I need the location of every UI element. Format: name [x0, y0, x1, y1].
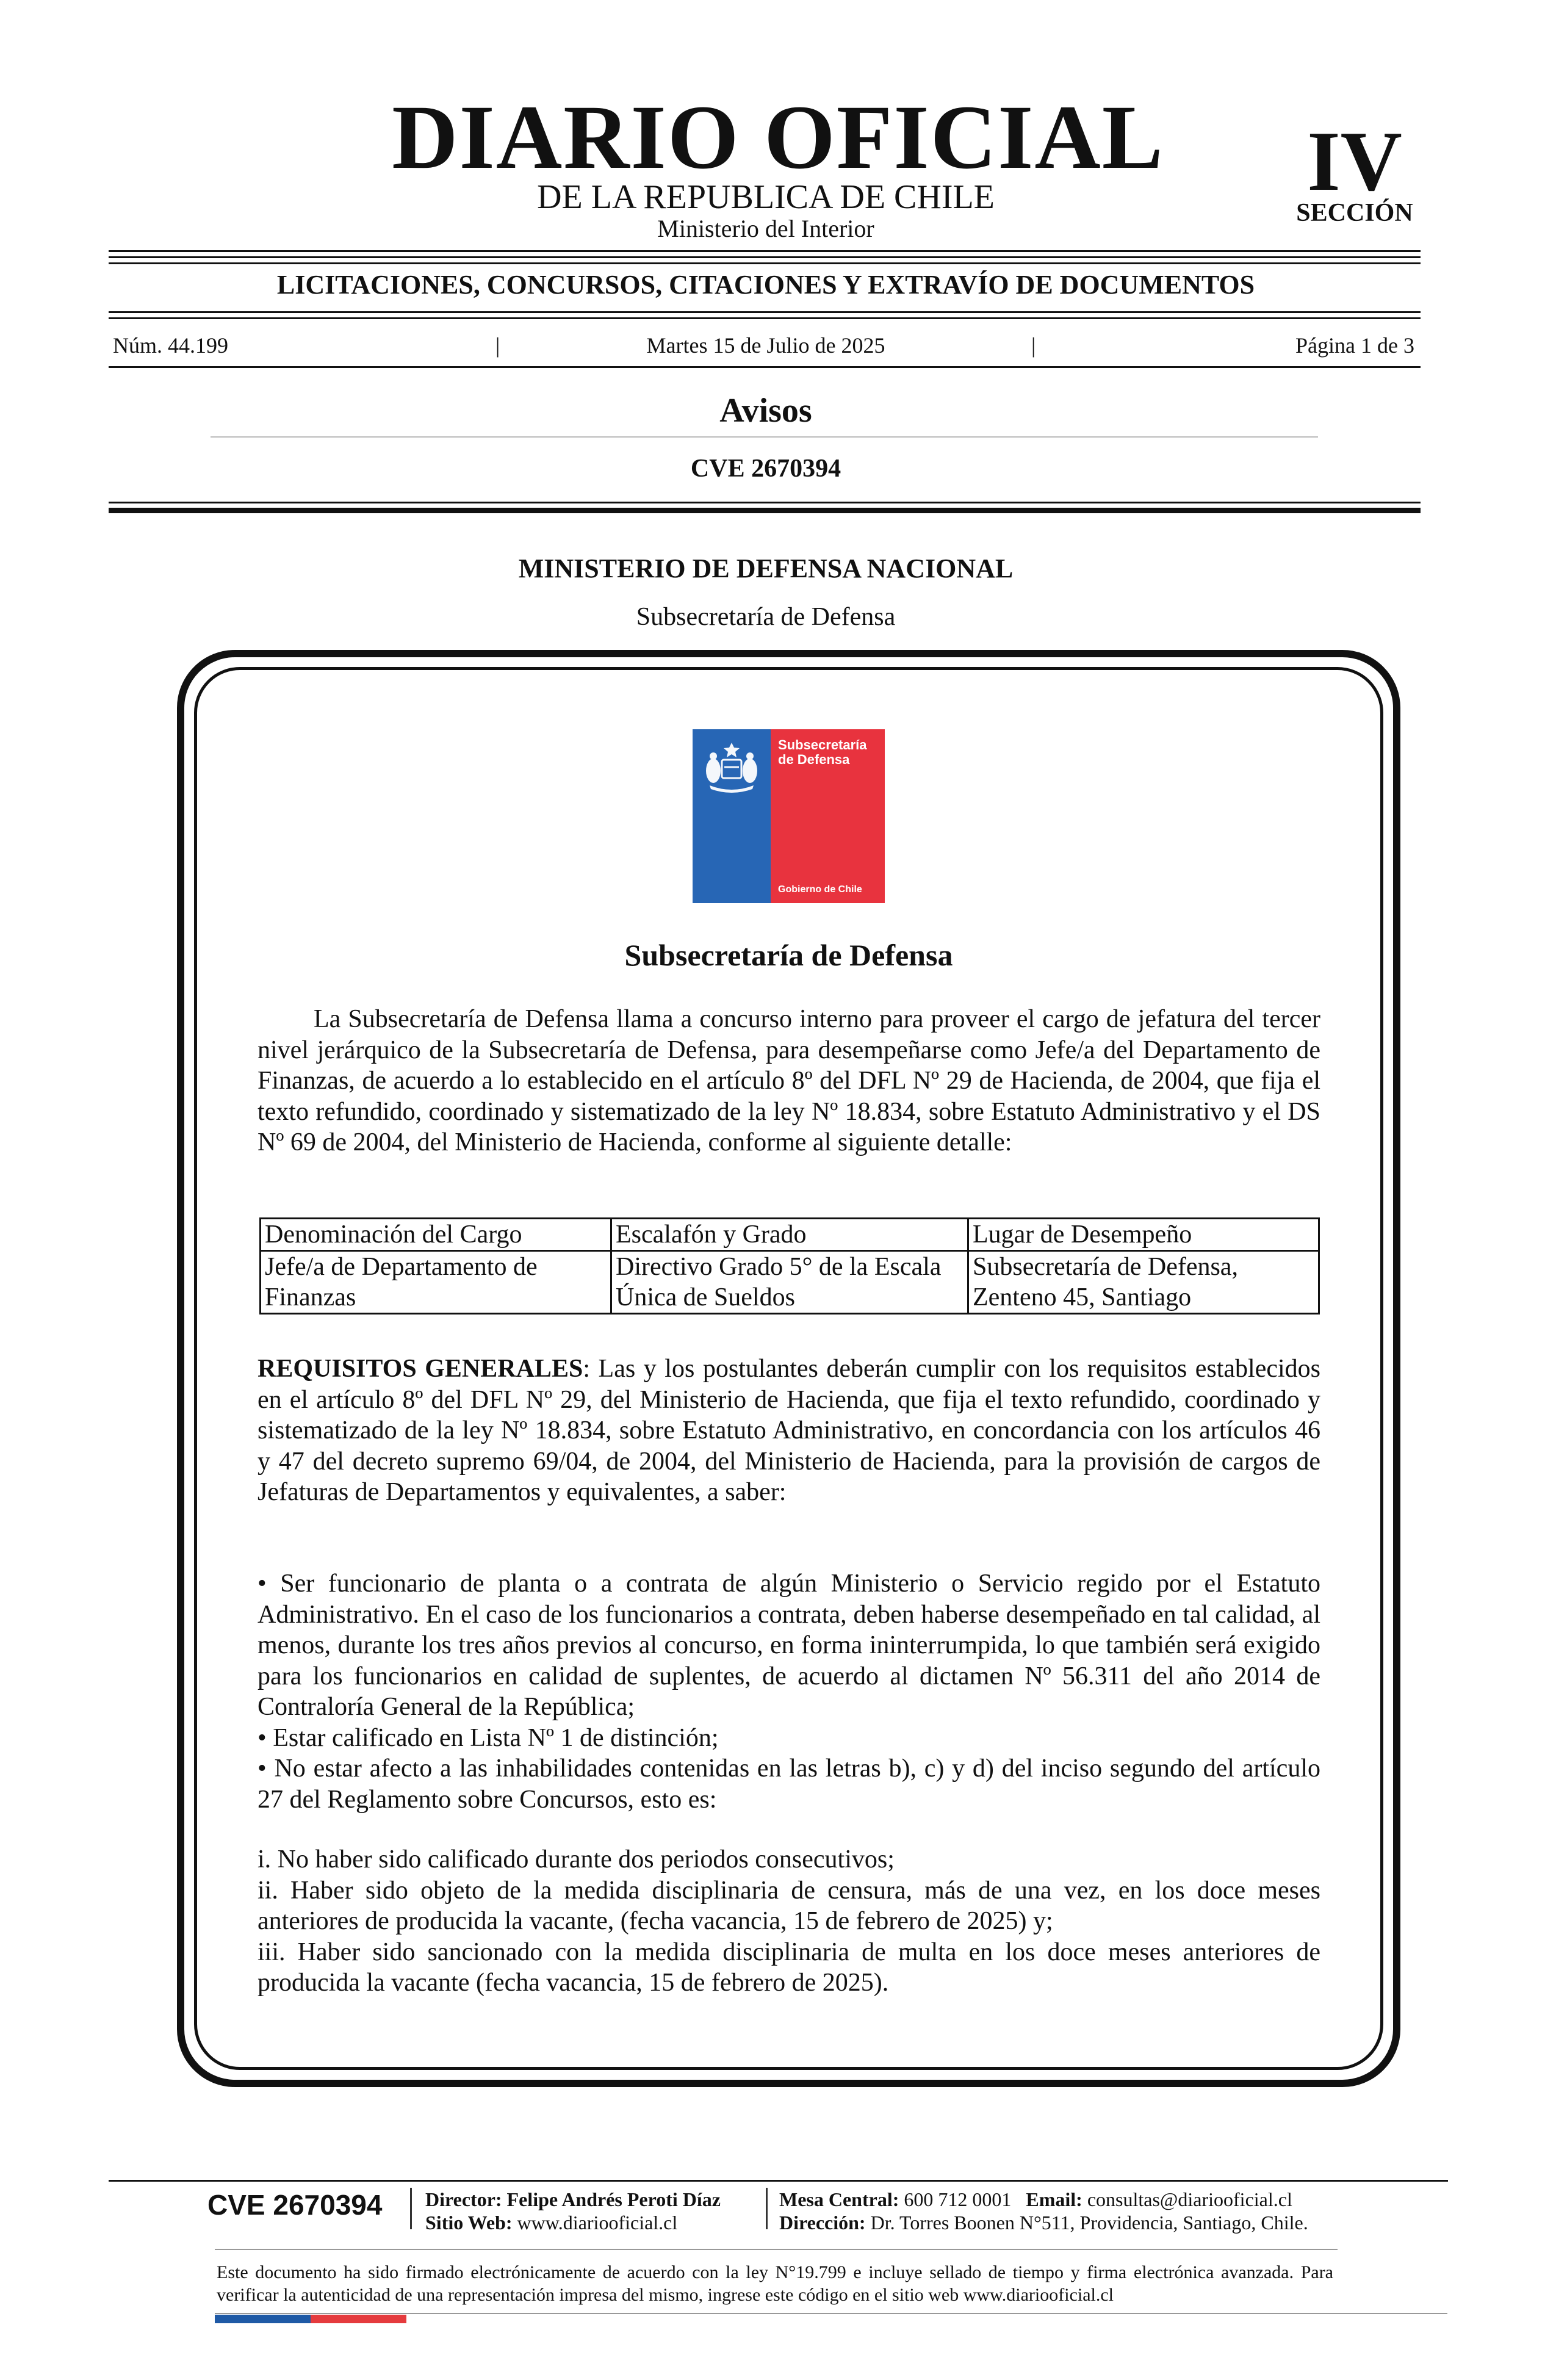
list-item: • Ser funcionario de planta o a contrata de algún Ministerio o Servicio regido por el Estatuto Administrativo. En el caso de los funcionarios a contrata, deben haberse desempeñado en tal calidad, al menos, durante los tres años previos al concurso, en forma ininterrumpida, lo que también será exigido para los funcionarios en calidad de suplentes, de acuerdo al dictamen Nº 56.311 del año 2014 de Contraloría General de la República;: [258, 1570, 1320, 1721]
footer-director-block: [425, 2188, 767, 2234]
logo-footer: Gobierno de Chile: [778, 884, 862, 895]
meta-separator: |: [495, 333, 500, 358]
requisitos-label: REQUISITOS GENERALES: [258, 1355, 583, 1383]
email-label: Email:: [1026, 2188, 1082, 2210]
logo-line-2: de Defensa: [778, 752, 850, 768]
bullet-list: [258, 1568, 1320, 1815]
divider: [109, 250, 1421, 252]
avisos-heading: Avisos: [719, 392, 812, 430]
direccion-label: Dirección:: [779, 2212, 866, 2234]
subsecretaria-logo: [693, 729, 885, 903]
section-banner: LICITACIONES, CONCURSOS, CITACIONES Y EXTRAVÍO DE DOCUMENTOS: [276, 270, 1255, 300]
table-row: [261, 1251, 1319, 1314]
cve-code: CVE 2670394: [690, 455, 841, 483]
divider: [109, 311, 1421, 313]
meta-separator: |: [1031, 333, 1036, 358]
table-header-cell: Escalafón y Grado: [611, 1219, 968, 1251]
table-cell: Subsecretaría de Defensa, Zenteno 45, Santiago: [968, 1251, 1319, 1314]
masthead-ministry: Ministerio del Interior: [657, 215, 874, 242]
masthead-title: DIARIO OFICIAL: [392, 87, 1164, 188]
masthead-subtitle: DE LA REPUBLICA DE CHILE: [537, 178, 995, 216]
requisitos-text: : Las y los postulantes deberán cumplir con los requisitos establecidos en el artículo 8º del DFL Nº 29, del Ministerio de Hacienda, que fija el texto refundido, coordinado y sistematizado de la ley Nº 18.834, sobre Estatuto Administrativo, en concordancia con los artículos 46 y 47 del decreto supremo 69/04, de 2004, del Ministerio de Hacienda, para la provisión de cargos de Jefaturas de Departamentos y equivalentes, a saber:: [258, 1355, 1321, 1506]
section-number: IV: [1307, 114, 1402, 209]
roman-list: [258, 1844, 1320, 1999]
subsecretaria-heading: Subsecretaría de Defensa: [636, 603, 896, 631]
table-header-cell: Lugar de Desempeño: [968, 1219, 1319, 1251]
divider: [109, 366, 1421, 368]
flag-red-stripe: [311, 2315, 406, 2323]
divider: [109, 502, 1421, 503]
list-item: • No estar afecto a las inhabilidades contenidas en las letras b), c) y d) del inciso segundo del artículo 27 del Reglamento sobre Concursos, esto es:: [258, 1754, 1320, 1814]
mesa-label: Mesa Central:: [779, 2188, 899, 2210]
section-label: SECCIÓN: [1296, 199, 1413, 227]
divider: [109, 256, 1421, 258]
mesa-phone: 600 712 0001: [904, 2188, 1012, 2210]
director-name: Felipe Andrés Peroti Díaz: [506, 2188, 721, 2210]
email-link[interactable]: consultas@diariooficial.cl: [1087, 2188, 1292, 2210]
list-item: ii. Haber sido objeto de la medida disciplinaria de censura, más de una vez, en los doce meses anteriores de producida la vacante, (fecha vacancia, 15 de febrero de 2025) y;: [258, 1876, 1320, 1935]
table-header-row: [261, 1219, 1319, 1251]
ministry-heading: MINISTERIO DE DEFENSA NACIONAL: [518, 554, 1014, 583]
intro-paragraph: La Subsecretaría de Defensa llama a concurso interno para proveer el cargo de jefatura del tercer nivel jerárquico de la Subsecretaría de Defensa, para desempeñarse como Jefe/a del Departamento de Finanzas, de acuerdo a lo establecido en el artículo 8º del DFL Nº 29 de Hacienda, de 2004, que fija el texto refundido, coordinado y sistematizado de la ley Nº 18.834, sobre Estatuto Administrativo y el DS Nº 69 de 2004, del Ministerio de Hacienda, conforme al siguiente detalle:: [258, 1005, 1320, 1156]
logo-line-1: Subsecretaría: [778, 737, 867, 752]
table-header-cell: Denominación del Cargo: [261, 1219, 611, 1251]
director-label: Director:: [425, 2188, 502, 2210]
list-item: iii. Haber sido sancionado con la medida disciplinaria de multa en los doce meses anteriores de producida la vacante (fecha vacancia, 15 de febrero de 2025).: [258, 1938, 1320, 1997]
legal-notice: Este documento ha sido firmado electrónicamente de acuerdo con la ley N°19.799 e incluye sellado de tiempo y firma electrónica avanzada. Para verificar la autenticidad de una representación impresa del mismo, ingrese este código en el sitio web www.diariooficial.cl: [217, 2262, 1333, 2305]
web-link[interactable]: www.diariooficial.cl: [517, 2212, 678, 2234]
list-item: i. No haber sido calificado durante dos periodos consecutivos;: [258, 1845, 895, 1873]
divider: [109, 262, 1421, 264]
requisitos-paragraph: [258, 1354, 1320, 1508]
table-cell: Directivo Grado 5° de la Escala Única de Sueldos: [611, 1251, 968, 1314]
table-cell: Jefe/a de Departamento de Finanzas: [261, 1251, 611, 1314]
divider: [109, 317, 1421, 319]
divider: [211, 436, 1318, 438]
list-item: • Estar calificado en Lista Nº 1 de distinción;: [258, 1723, 719, 1752]
footer-divider: [109, 2180, 1448, 2182]
page-indicator: Página 1 de 3: [1295, 333, 1414, 358]
notice-title: Subsecretaría de Defensa: [624, 938, 953, 972]
footer-cve: CVE 2670394: [207, 2189, 383, 2221]
footer-divider: [215, 2313, 1447, 2314]
flag-blue-stripe: [215, 2315, 311, 2323]
footer-separator: [766, 2188, 768, 2229]
divider: [109, 508, 1421, 513]
coat-of-arms-icon: [697, 735, 766, 796]
footer-separator: [410, 2188, 412, 2229]
direccion-value: Dr. Torres Boonen N°511, Providencia, Santiago, Chile.: [870, 2212, 1308, 2234]
issue-date: Martes 15 de Julio de 2025: [646, 333, 885, 358]
position-table: [259, 1217, 1320, 1314]
issue-number: Núm. 44.199: [113, 333, 228, 358]
footer-divider: [215, 2249, 1338, 2250]
footer-contact-block: [779, 2188, 1347, 2234]
web-label: Sitio Web:: [425, 2212, 513, 2234]
